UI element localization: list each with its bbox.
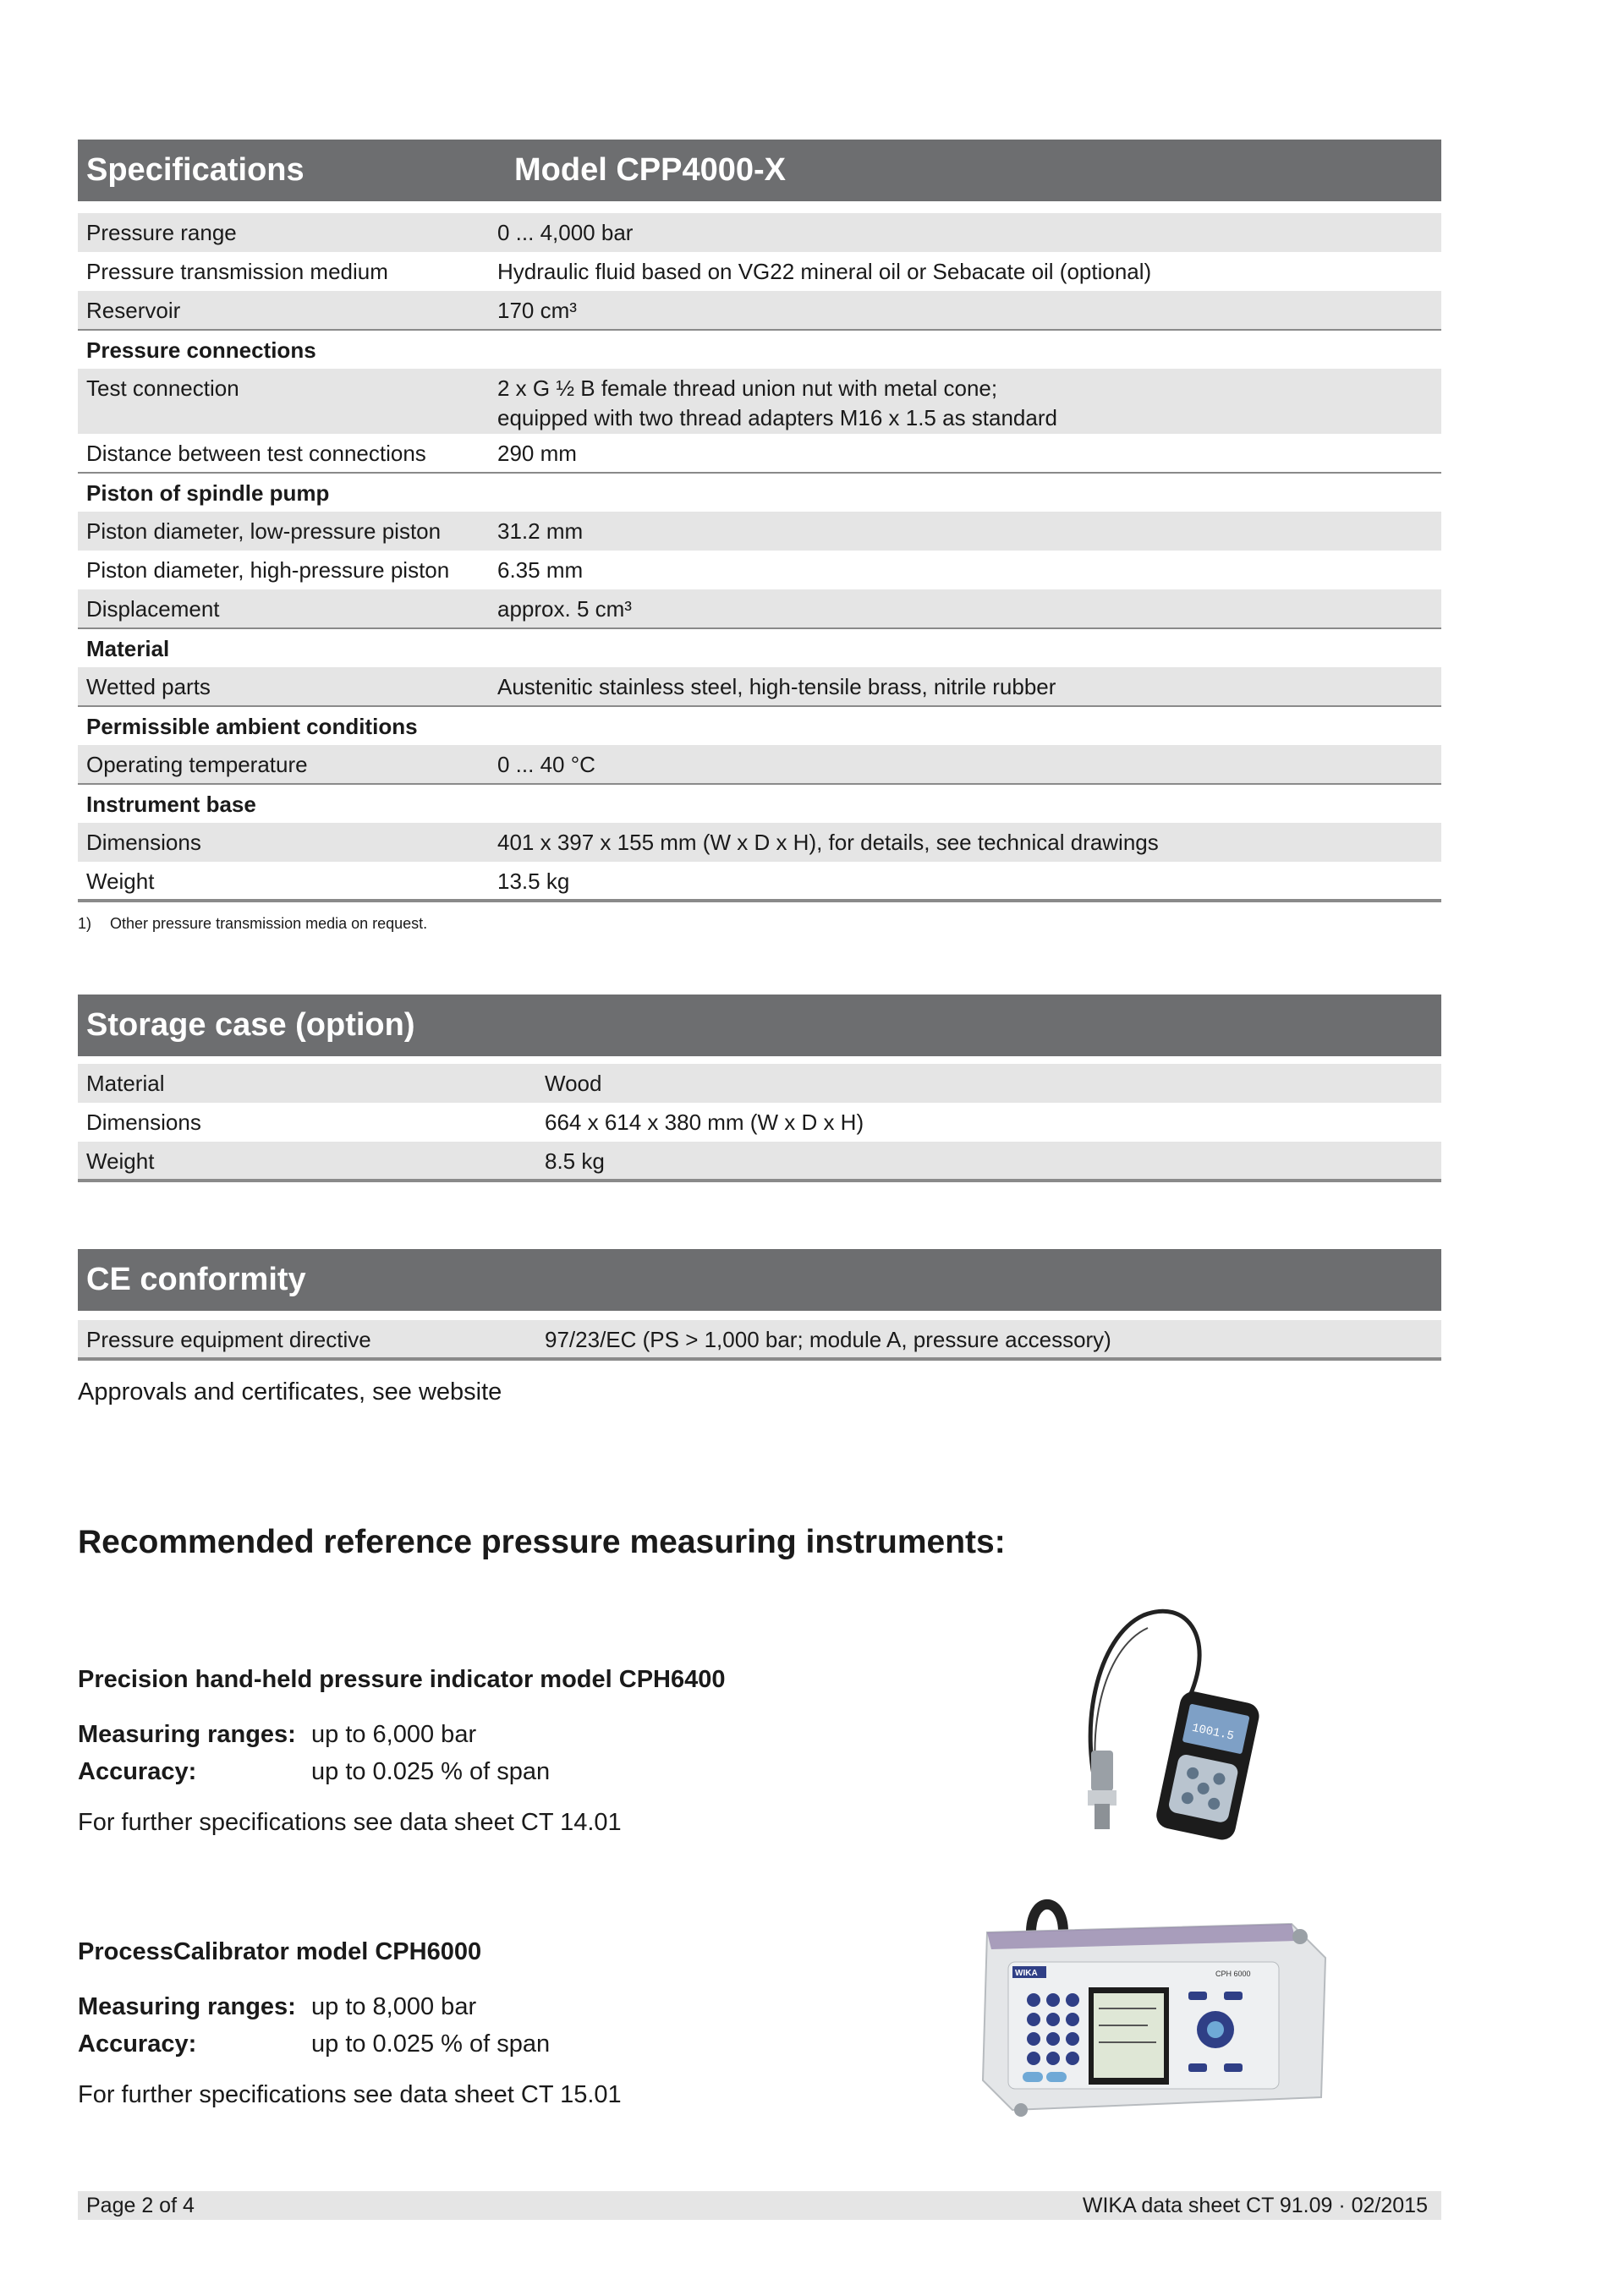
spec-value: 290 mm bbox=[497, 441, 577, 466]
spec-label: Pressure transmission medium bbox=[78, 252, 489, 291]
ce-row-value: 97/23/EC (PS > 1,000 bar; module A, pressure accessory) bbox=[536, 1320, 1441, 1359]
storage-row bbox=[78, 1142, 1441, 1181]
ce-table bbox=[78, 1320, 1441, 1361]
product-1-accuracy-label: Accuracy: bbox=[78, 1758, 197, 1785]
spec-row bbox=[78, 862, 1441, 901]
spec-label: Piston diameter, low-pressure piston bbox=[78, 512, 489, 551]
specifications-title: Specifications bbox=[86, 152, 304, 188]
spec-row bbox=[78, 551, 1441, 589]
storage-header bbox=[78, 995, 1441, 1056]
calibrator-model: CPH 6000 bbox=[1215, 1970, 1251, 1978]
storage-title: Storage case (option) bbox=[86, 1007, 415, 1043]
spec-value: 2 x G ½ B female thread union nut with metal cone; bbox=[497, 375, 998, 401]
storage-label: Dimensions bbox=[78, 1103, 536, 1142]
spec-value-cell bbox=[489, 434, 1441, 473]
spec-value: Hydraulic fluid based on VG22 mineral oil or Sebacate oil (optional) bbox=[497, 259, 1152, 284]
page-footer bbox=[78, 2191, 1441, 2220]
spec-label: Weight bbox=[78, 862, 489, 901]
spec-value-cell bbox=[489, 369, 1441, 434]
product-1 bbox=[78, 1666, 839, 1837]
spec-label: Operating temperature bbox=[78, 745, 489, 784]
specifications-table bbox=[78, 213, 1441, 902]
ce-header bbox=[78, 1249, 1441, 1311]
storage-value: Wood bbox=[536, 1064, 1441, 1103]
spec-section-title: Material bbox=[78, 628, 1441, 667]
product-2-title: ProcessCalibrator model CPH6000 bbox=[78, 1938, 482, 1965]
storage-value: 8.5 kg bbox=[536, 1142, 1441, 1181]
specifications-header bbox=[78, 140, 1441, 201]
spec-value: 0 ... 40 °C bbox=[497, 752, 595, 777]
spec-value: approx. 5 cm³ bbox=[497, 596, 632, 622]
spec-label: Wetted parts bbox=[78, 667, 489, 706]
product-1-accuracy-value: up to 0.025 % of span bbox=[311, 1758, 551, 1785]
spec-value-cell bbox=[489, 213, 1441, 252]
storage-row bbox=[78, 1103, 1441, 1142]
spec-value-line2: equipped with two thread adapters M16 x 1.5 as standard bbox=[497, 405, 1057, 430]
spec-value-cell bbox=[489, 551, 1441, 589]
spec-value-cell bbox=[489, 823, 1441, 862]
spec-row bbox=[78, 291, 1441, 330]
spec-row bbox=[78, 823, 1441, 862]
product-2-accuracy-label: Accuracy: bbox=[78, 2030, 197, 2058]
recommended-title: Recommended reference pressure measuring instruments: bbox=[78, 1524, 1006, 1560]
footnote-number: 1) bbox=[78, 915, 92, 932]
spec-label: Pressure range bbox=[78, 213, 489, 252]
approvals-text: Approvals and certificates, see website bbox=[78, 1378, 502, 1406]
product-2-note: For further specifications see data sheet CT 15.01 bbox=[78, 2081, 622, 2108]
spec-value-cell bbox=[489, 862, 1441, 901]
spec-label: Reservoir bbox=[78, 291, 489, 330]
storage-label: Material bbox=[78, 1064, 536, 1103]
spec-section-row bbox=[78, 706, 1441, 745]
spec-value-cell bbox=[489, 745, 1441, 784]
spec-value-cell bbox=[489, 291, 1441, 330]
spec-label: Dimensions bbox=[78, 823, 489, 862]
product-2-ranges-label: Measuring ranges: bbox=[78, 1993, 296, 2020]
storage-table bbox=[78, 1064, 1441, 1182]
spec-section-row bbox=[78, 628, 1441, 667]
spec-value-cell bbox=[489, 589, 1441, 628]
spec-row bbox=[78, 512, 1441, 551]
spec-section-row bbox=[78, 784, 1441, 823]
product-2-accuracy-value: up to 0.025 % of span bbox=[311, 2030, 551, 2058]
footnote bbox=[78, 915, 446, 933]
storage-label: Weight bbox=[78, 1142, 536, 1181]
calibrator-brand: WIKA bbox=[1015, 1969, 1038, 1978]
spec-row bbox=[78, 213, 1441, 252]
spec-value-cell bbox=[489, 512, 1441, 551]
model-title: Model CPP4000-X bbox=[514, 152, 786, 188]
spec-value: Austenitic stainless steel, high-tensile brass, nitrile rubber bbox=[497, 674, 1056, 699]
product-1-title: Precision hand-held pressure indicator model CPH6400 bbox=[78, 1666, 726, 1693]
spec-section-title: Piston of spindle pump bbox=[78, 473, 1441, 512]
spec-label: Distance between test connections bbox=[78, 434, 489, 473]
spec-row bbox=[78, 667, 1441, 706]
footnote-text: Other pressure transmission media on request. bbox=[110, 915, 428, 932]
storage-row bbox=[78, 1064, 1441, 1103]
spec-value: 0 ... 4,000 bar bbox=[497, 220, 634, 245]
spec-row bbox=[78, 252, 1441, 291]
ce-row-label: Pressure equipment directive bbox=[78, 1320, 536, 1359]
cph6000-image bbox=[962, 1882, 1334, 2123]
product-1-note: For further specifications see data sheet CT 14.01 bbox=[78, 1809, 622, 1836]
spec-row bbox=[78, 434, 1441, 473]
product-1-ranges-value: up to 6,000 bar bbox=[311, 1721, 477, 1748]
spec-value: 6.35 mm bbox=[497, 557, 584, 583]
spec-value: 31.2 mm bbox=[497, 518, 584, 544]
device-screen-text: 1001.5 bbox=[1190, 1721, 1236, 1744]
page-number: Page 2 of 4 bbox=[86, 2193, 195, 2217]
spec-section-title: Pressure connections bbox=[78, 330, 1441, 369]
storage-value: 664 x 614 x 380 mm (W x D x H) bbox=[536, 1103, 1441, 1142]
spec-row bbox=[78, 745, 1441, 784]
spec-label: Piston diameter, high-pressure piston bbox=[78, 551, 489, 589]
data-sheet-ref: WIKA data sheet CT 91.09 · 02/2015 bbox=[1082, 2193, 1428, 2217]
spec-value-cell bbox=[489, 667, 1441, 706]
ce-title: CE conformity bbox=[86, 1262, 306, 1297]
spec-section-title: Instrument base bbox=[78, 784, 1441, 823]
spec-value: 401 x 397 x 155 mm (W x D x H), for details, see technical drawings bbox=[497, 830, 1159, 855]
spec-section-title: Permissible ambient conditions bbox=[78, 706, 1441, 745]
spec-section-row bbox=[78, 330, 1441, 369]
spec-row bbox=[78, 589, 1441, 628]
product-2-ranges-value: up to 8,000 bar bbox=[311, 1993, 477, 2020]
spec-row bbox=[78, 369, 1441, 434]
spec-label: Test connection bbox=[78, 369, 489, 434]
spec-label: Displacement bbox=[78, 589, 489, 628]
spec-value-cell bbox=[489, 252, 1441, 291]
spec-section-row bbox=[78, 473, 1441, 512]
spec-value: 170 cm³ bbox=[497, 298, 577, 323]
cph6400-image bbox=[1017, 1603, 1287, 1848]
product-1-ranges-label: Measuring ranges: bbox=[78, 1721, 296, 1748]
spec-value: 13.5 kg bbox=[497, 869, 570, 894]
product-2 bbox=[78, 1938, 839, 2109]
